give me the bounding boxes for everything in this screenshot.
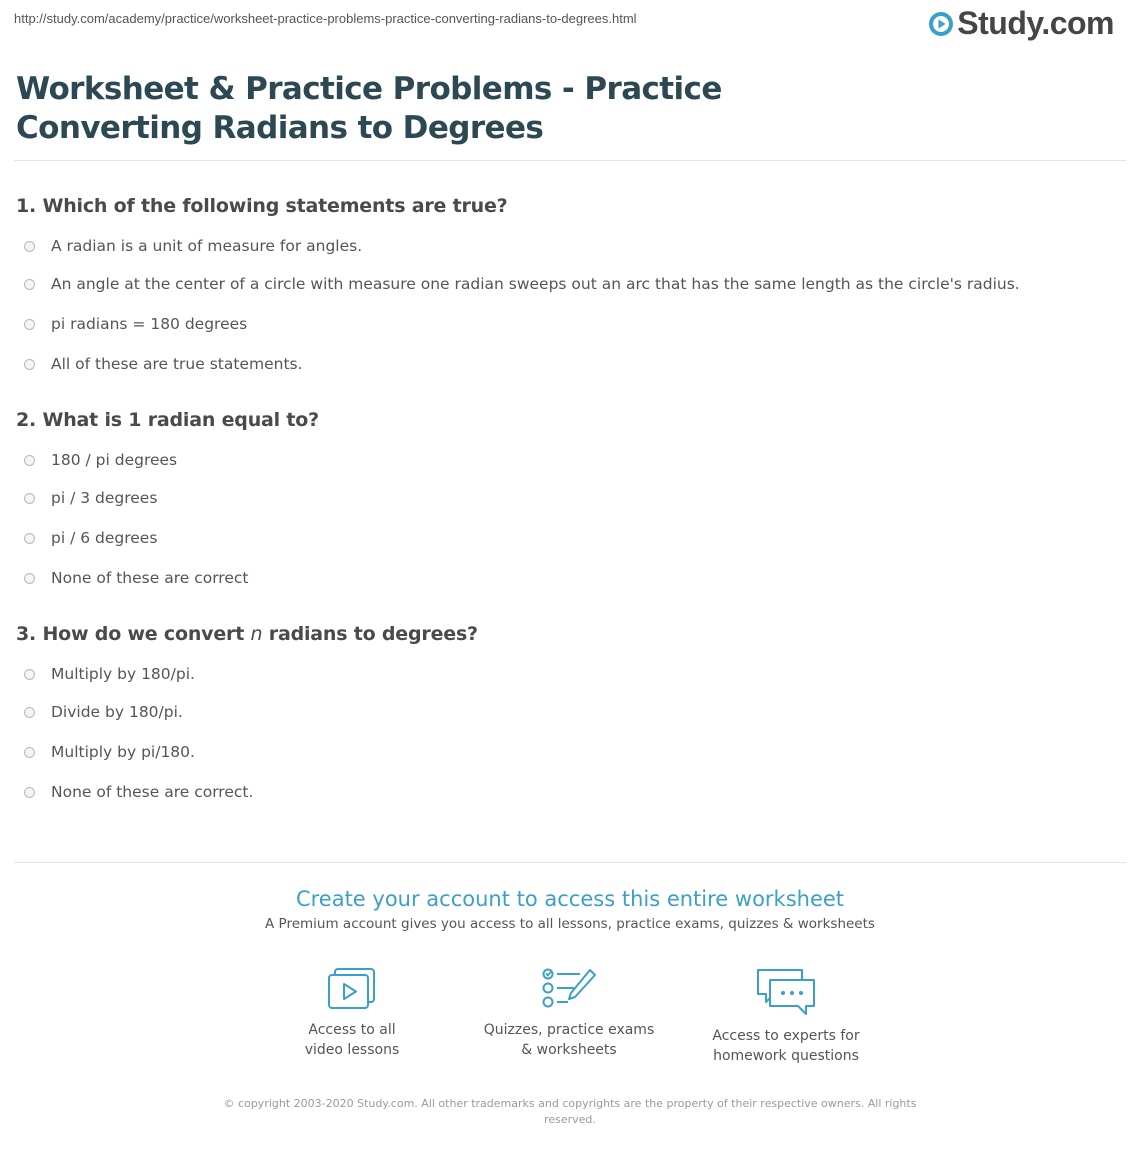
feature-label: Access to experts for homework questions: [712, 1028, 860, 1064]
signup-cta: [0, 884, 1140, 934]
feature-experts: [686, 966, 886, 1066]
question-2: [16, 406, 1126, 598]
answer-label: Multiply by pi/180.: [51, 743, 195, 761]
radio-button[interactable]: [24, 279, 35, 290]
video-lessons-icon: [326, 966, 378, 1010]
page-title: Worksheet & Practice Problems - Practice Converting Radians to Degrees: [16, 71, 722, 146]
answer-option[interactable]: [16, 344, 1126, 384]
radio-button[interactable]: [24, 359, 35, 370]
answer-option[interactable]: [16, 518, 1126, 558]
answer-option[interactable]: [16, 772, 1126, 812]
answer-list: [16, 656, 1126, 812]
feature-label: Access to all video lessons: [304, 1022, 400, 1058]
radio-button[interactable]: [24, 241, 35, 252]
answer-option[interactable]: [16, 656, 1126, 692]
question-title: 2. What is 1 radian equal to?: [16, 409, 319, 431]
radio-button[interactable]: [24, 573, 35, 584]
answer-label: Divide by 180/pi.: [51, 703, 183, 721]
answer-label: pi / 3 degrees: [51, 489, 158, 507]
answer-label: A radian is a unit of measure for angles.: [51, 237, 363, 255]
question-list: [16, 192, 1126, 812]
question-3: [16, 620, 1126, 812]
answer-option[interactable]: [16, 478, 1126, 518]
feature-label: Quizzes, practice exams & worksheets: [483, 1022, 655, 1058]
feature-video-lessons: [252, 966, 452, 1060]
page-url: http://study.com/academy/practice/worksheet-practice-problems-practice-converting-radians-to-degrees.html: [14, 11, 637, 26]
play-circle-icon: [929, 12, 953, 36]
cta-link[interactable]: Create your account to access this entire worksheet: [295, 887, 845, 911]
chat-bubbles-icon: [754, 966, 818, 1016]
quiz-checklist-icon: [540, 966, 598, 1010]
title-divider: [14, 160, 1126, 161]
answer-option[interactable]: [16, 692, 1126, 732]
answer-option[interactable]: [16, 558, 1126, 598]
study-logo[interactable]: [929, 5, 1114, 42]
answer-option[interactable]: [16, 228, 1126, 264]
questions-divider: [14, 862, 1126, 863]
feature-quizzes: [469, 966, 669, 1060]
answer-label: 180 / pi degrees: [51, 451, 178, 469]
answer-option[interactable]: [16, 442, 1126, 478]
radio-button[interactable]: [24, 747, 35, 758]
radio-button[interactable]: [24, 455, 35, 466]
answer-label: Multiply by 180/pi.: [51, 665, 195, 683]
radio-button[interactable]: [24, 787, 35, 798]
answer-label: All of these are true statements.: [51, 355, 303, 373]
cta-subtitle: A Premium account gives you access to all lessons, practice exams, quizzes & worksheets: [265, 916, 875, 932]
question-title: 1. Which of the following statements are true?: [16, 195, 508, 217]
radio-button[interactable]: [24, 707, 35, 718]
answer-list: [16, 228, 1126, 384]
logo-text: Study.com: [957, 5, 1114, 41]
answer-option[interactable]: [16, 732, 1126, 772]
answer-label: None of these are correct.: [51, 783, 254, 801]
answer-label: An angle at the center of a circle with measure one radian sweeps out an arc that has the same length as the circle's radius.: [51, 275, 1020, 293]
answer-option[interactable]: [16, 264, 1126, 304]
variable-n: n: [250, 623, 263, 645]
question-1: [16, 192, 1126, 384]
radio-button[interactable]: [24, 669, 35, 680]
copyright: © copyright 2003-2020 Study.com. All other trademarks and copyrights are the property of their respective owners. All rights reserved.: [223, 1097, 917, 1126]
radio-button[interactable]: [24, 533, 35, 544]
radio-button[interactable]: [24, 319, 35, 330]
question-title: 3. How do we convert n radians to degrees?: [16, 623, 478, 645]
answer-label: pi / 6 degrees: [51, 529, 158, 547]
radio-button[interactable]: [24, 493, 35, 504]
answer-label: pi radians = 180 degrees: [51, 315, 248, 333]
answer-option[interactable]: [16, 304, 1126, 344]
answer-label: None of these are correct: [51, 569, 249, 587]
answer-list: [16, 442, 1126, 598]
